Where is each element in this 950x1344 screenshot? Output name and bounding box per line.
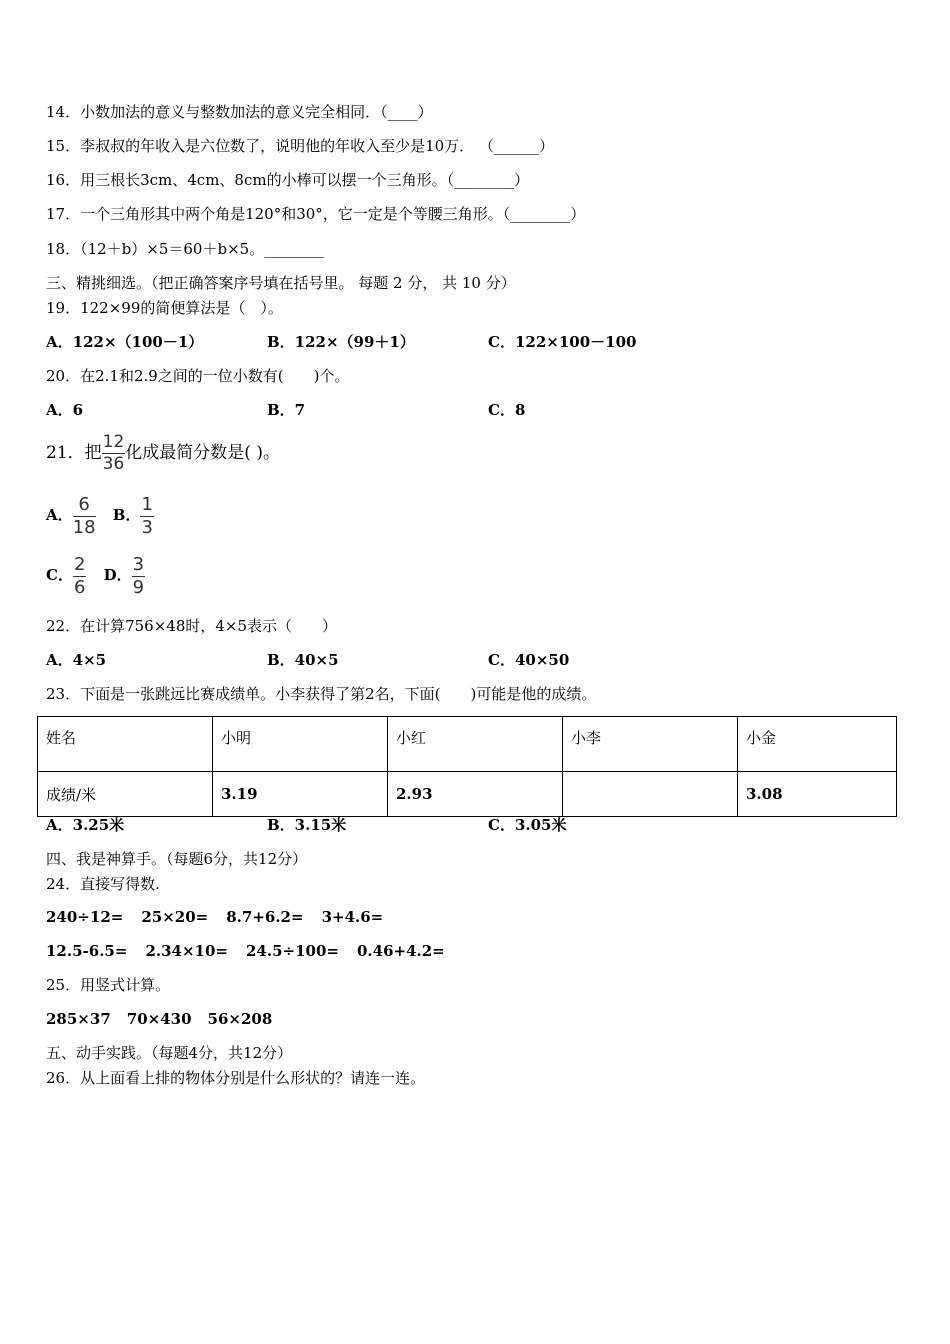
q23-option-a: A．3.25米 <box>46 816 125 834</box>
question-16: 16．用三根长3cm、4cm、8cm的小棒可以摆一个三角形。（________） <box>46 171 530 189</box>
calc-item: 2.34×10= <box>145 942 228 960</box>
table-cell: 3.19 <box>213 772 388 817</box>
q23-option-b: B．3.15米 <box>267 816 347 834</box>
question-15: 15．李叔叔的年收入是六位数了，说明他的年收入至少是10万． （______） <box>46 137 554 155</box>
q21-option-c-label: C． <box>46 566 73 584</box>
question-19-stem: 19．122×99的简便算法是（ ）。 <box>46 299 283 317</box>
table-cell: 小李 <box>563 717 738 772</box>
q21-d-numerator: 3 <box>132 553 145 575</box>
question-23-stem: 23．下面是一张跳远比赛成绩单。小李获得了第2名，下面( )可能是他的成绩。 <box>46 685 597 703</box>
question-24-stem: 24．直接写得数. <box>46 875 160 893</box>
calc-item: 8.7+6.2= <box>226 908 304 926</box>
q21-prefix: 21．把 <box>46 443 102 463</box>
q19-option-a: A．122×（100－1） <box>46 333 204 351</box>
q21-suffix: 化成最简分数是( )。 <box>125 443 280 463</box>
q20-option-c: C．8 <box>488 401 526 419</box>
section-4-heading: 四、我是神算手。（每题6分，共12分） <box>46 850 308 868</box>
calc-item: 25×20= <box>141 908 209 926</box>
table-header-row <box>38 717 897 772</box>
table-cell: 姓名 <box>38 717 213 772</box>
section-3-heading: 三、精挑细选。（把正确答案序号填在括号里。 每题 2 分， 共 10 分） <box>46 274 516 292</box>
q21-numerator: 12 <box>102 432 125 452</box>
q22-option-b: B．40×5 <box>267 651 339 669</box>
table-cell: 小明 <box>213 717 388 772</box>
score-table <box>37 716 897 817</box>
table-row <box>38 772 897 817</box>
table-cell: 成绩/米 <box>38 772 213 817</box>
table-cell: 小红 <box>388 717 563 772</box>
question-22-stem: 22．在计算756×48时，4×5表示（ ） <box>46 617 338 635</box>
question-26: 26．从上面看上排的物体分别是什么形状的？请连一连。 <box>46 1069 426 1087</box>
q21-option-d-fraction <box>132 553 145 598</box>
q21-d-denominator: 9 <box>132 576 145 598</box>
q21-b-numerator: 1 <box>141 493 153 515</box>
q22-option-a: A．4×5 <box>46 651 107 669</box>
q21-option-a-label: A． <box>46 506 73 524</box>
question-20-stem: 20．在2.1和2.9之间的一位小数有( )个。 <box>46 367 350 385</box>
question-18: 18．（12＋b）×5＝60＋b×5。________ <box>46 240 325 258</box>
question-21-stem <box>46 432 280 474</box>
table-cell: 3.08 <box>738 772 897 817</box>
calc-item: 0.46+4.2= <box>356 942 445 960</box>
question-14: 14．小数加法的意义与整数加法的意义完全相同．（____） <box>46 103 433 121</box>
q21-option-b-fraction <box>140 493 153 538</box>
calc-item: 56×208 <box>207 1010 273 1028</box>
q23-option-c: C．3.05米 <box>488 816 567 834</box>
q22-option-c: C．40×50 <box>488 651 570 669</box>
q21-c-denominator: 6 <box>73 576 86 598</box>
calc-item: 24.5÷100= <box>245 942 339 960</box>
q21-option-d-label: D． <box>103 566 132 584</box>
q21-options-row-2 <box>46 553 145 597</box>
table-cell: 小金 <box>738 717 897 772</box>
q21-option-a-fraction <box>72 493 96 538</box>
calc-item: 240÷12= <box>46 908 124 926</box>
q24-row-1 <box>46 907 401 927</box>
q21-fraction <box>102 434 126 473</box>
q21-denominator: 36 <box>102 454 125 474</box>
q21-option-b-label: B． <box>112 506 141 524</box>
q19-option-b: B．122×（99＋1） <box>267 333 415 351</box>
question-17: 17．一个三角形其中两个角是120°和30°，它一定是个等腰三角形。（________） <box>46 205 586 223</box>
table-cell: 2.93 <box>388 772 563 817</box>
q21-a-numerator: 6 <box>73 496 96 517</box>
calc-item: 70×430 <box>126 1010 192 1028</box>
calc-item: 3+4.6= <box>321 908 384 926</box>
q21-b-denominator: 3 <box>141 516 153 538</box>
q25-items <box>46 1009 290 1029</box>
q20-option-a: A．6 <box>46 401 84 419</box>
q20-option-b: B．7 <box>267 401 306 419</box>
question-25-stem: 25．用竖式计算。 <box>46 976 171 994</box>
calc-item: 12.5-6.5= <box>46 942 128 960</box>
q21-a-denominator: 18 <box>72 516 96 538</box>
table-cell <box>563 772 738 817</box>
q21-option-c-fraction <box>73 553 86 598</box>
q19-option-c: C．122×100－100 <box>488 333 637 351</box>
q21-c-numerator: 2 <box>73 553 86 575</box>
q21-options-row-1 <box>46 493 154 537</box>
calc-item: 285×37 <box>46 1010 111 1028</box>
section-5-heading: 五、动手实践。（每题4分，共12分） <box>46 1044 293 1062</box>
q24-row-2 <box>46 941 463 961</box>
